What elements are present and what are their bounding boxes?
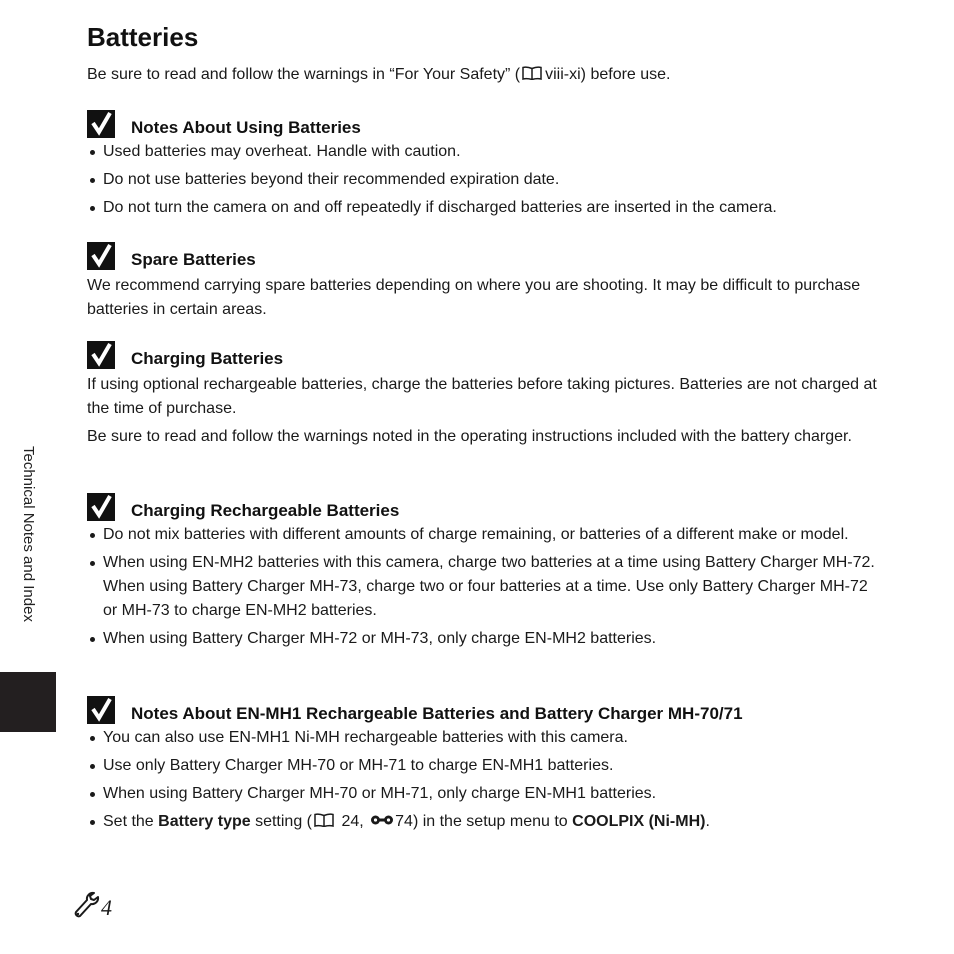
check-note-icon (87, 341, 115, 369)
bullet-list (87, 726, 877, 834)
check-note-icon (87, 110, 115, 138)
list-item: Set the Battery type setting ( 24, 74) in the setup menu to COOLPIX (Ni-MH). (87, 810, 877, 834)
section-heading: Spare Batteries (87, 240, 877, 270)
page-number: 4 (101, 895, 112, 920)
book-reference-icon (314, 813, 334, 827)
section-heading: Charging Batteries (87, 339, 877, 369)
section-heading: Charging Rechargeable Batteries (87, 491, 877, 521)
list-item: You can also use EN-MH1 Ni-MH rechargeable batteries with this camera. (87, 726, 877, 750)
bullet-list (87, 140, 877, 220)
setting-value: COOLPIX (Ni-MH) (572, 813, 706, 830)
list-item: Do not use batteries beyond their recommended expiration date. (87, 168, 877, 192)
cross-reference-icon (370, 814, 394, 826)
list-item: When using Battery Charger MH-72 or MH-73, only charge EN-MH2 batteries. (87, 627, 877, 651)
section-notes-using-batteries (87, 108, 877, 224)
bullet-list (87, 523, 877, 651)
list-item: When using Battery Charger MH-70 or MH-71, only charge EN-MH1 batteries. (87, 782, 877, 806)
page-title: Batteries (87, 22, 199, 52)
chapter-tab (0, 672, 56, 732)
intro-text: Be sure to read and follow the warnings in “For Your Safety” ( viii-xi) before use. (87, 66, 671, 83)
section-heading: Notes About Using Batteries (87, 108, 877, 138)
setting-name: Battery type (158, 813, 251, 830)
list-item: Use only Battery Charger MH-70 or MH-71 to charge EN-MH1 batteries. (87, 754, 877, 778)
list-item: Do not mix batteries with different amounts of charge remaining, or batteries of a different make or model. (87, 523, 877, 547)
paragraph: Be sure to read and follow the warnings noted in the operating instructions included with the battery charger. (87, 428, 852, 445)
check-note-icon (87, 696, 115, 724)
check-note-icon (87, 493, 115, 521)
wrench-icon (72, 890, 100, 920)
section-charging-rechargeable-batteries (87, 491, 877, 655)
chapter-side-label: Technical Notes and Index (20, 446, 37, 622)
paragraph: If using optional rechargeable batteries, charge the batteries before taking pictures. Batteries are not charged at the time of purchase. (87, 376, 877, 417)
section-heading: Notes About EN-MH1 Rechargeable Batteries and Battery Charger MH-70/71 (87, 694, 877, 724)
section-charging-batteries (87, 339, 877, 449)
check-note-icon (87, 242, 115, 270)
list-item: Used batteries may overheat. Handle with caution. (87, 140, 877, 164)
list-item: Do not turn the camera on and off repeatedly if discharged batteries are inserted in the camera. (87, 196, 877, 220)
section-en-mh1-notes (87, 694, 877, 838)
paragraph: We recommend carrying spare batteries depending on where you are shooting. It may be difficult to purchase batteries in certain areas. (87, 277, 861, 318)
book-reference-icon (522, 66, 542, 80)
section-spare-batteries (87, 240, 877, 322)
list-item: When using EN-MH2 batteries with this camera, charge two batteries at a time using Battery Charger MH-72. When using Battery Charger MH-73, charge two or four batteries at a time. Use only Battery Charger MH-72 or MH-73 to charge EN-MH2 batteries. (87, 551, 877, 623)
page-footer (72, 890, 112, 920)
